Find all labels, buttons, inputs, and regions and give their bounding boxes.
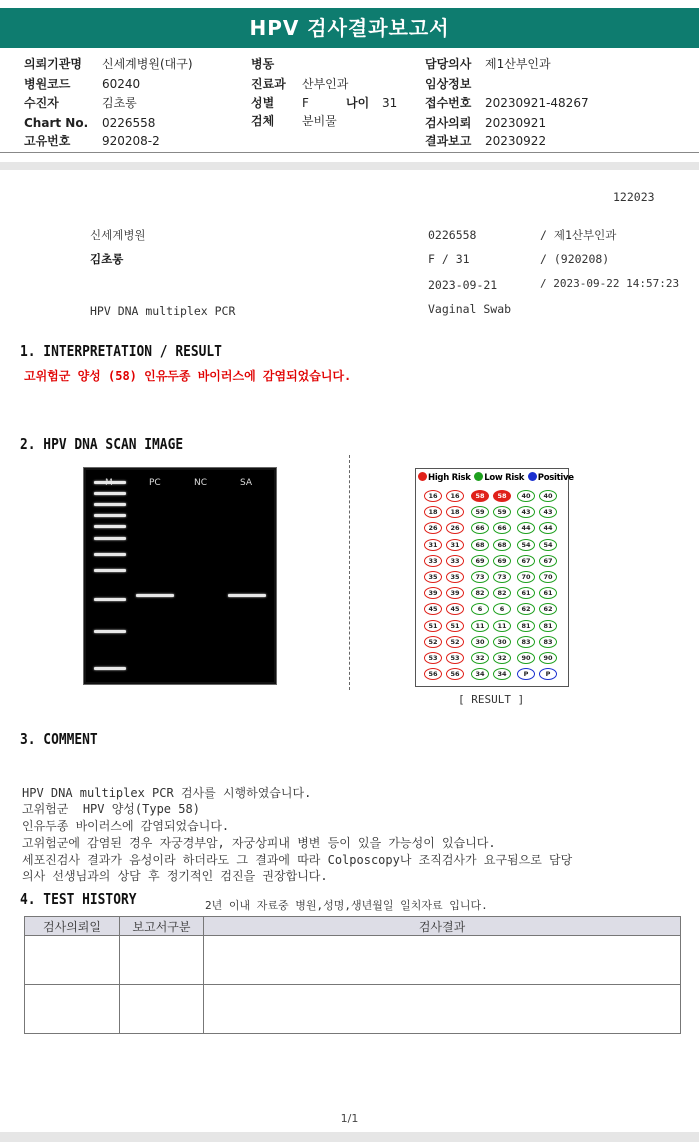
- hospital-name: 신세계병원: [90, 228, 146, 242]
- ladder-band: [94, 553, 126, 556]
- section-interpretation-heading: 1. INTERPRETATION / RESULT: [20, 342, 222, 360]
- report-code: 122023: [613, 190, 655, 204]
- chart-number: 0226558: [428, 228, 477, 242]
- sex-age: F / 31: [428, 252, 470, 266]
- ladder-band: [94, 630, 126, 633]
- right-label: 검사의뢰: [425, 116, 472, 130]
- genotype-cell: 26: [446, 522, 464, 534]
- genotype-cell: 90: [539, 652, 557, 664]
- age-field: [346, 96, 398, 110]
- genotype-cell: 40: [517, 490, 535, 502]
- genotype-cell: 62: [517, 603, 535, 615]
- mid-field: [251, 96, 309, 110]
- genotype-cell: 39: [446, 587, 464, 599]
- birth-date: / (920208): [540, 252, 610, 266]
- result-text: 고위험군 양성 (58) 인유두종 바이러스에 감염되었습니다.: [24, 369, 352, 383]
- genotype-cell: 56: [446, 668, 464, 680]
- table-cell: [25, 936, 120, 985]
- genotype-cell: 16: [424, 490, 442, 502]
- sa-band: [228, 594, 266, 597]
- genotype-cell: 54: [517, 539, 535, 551]
- mid-value: 분비물: [302, 114, 337, 128]
- pc-band: [136, 594, 174, 597]
- left-value: 김초롱: [102, 96, 137, 110]
- chip-legend: [418, 472, 574, 483]
- genotype-cell: 68: [471, 539, 489, 551]
- comment-line: 의사 선생님과의 상담 후 정기적인 검진을 권장합니다.: [22, 869, 328, 884]
- genotype-cell: 35: [424, 571, 442, 583]
- genotype-cell: 67: [539, 555, 557, 567]
- column-header-request-date: 검사의뢰일: [25, 917, 120, 936]
- right-label: 담당의사: [425, 57, 472, 71]
- genotype-cell: 18: [446, 506, 464, 518]
- genotype-cell: 51: [424, 620, 442, 632]
- column-header-report-type: 보고서구분: [120, 917, 204, 936]
- genotype-cell: 69: [471, 555, 489, 567]
- genotype-cell: 45: [446, 603, 464, 615]
- department: / 제1산부인과: [540, 228, 617, 242]
- right-value: 20230921: [485, 116, 547, 130]
- comment-line: 인유두종 바이러스에 감염되었습니다.: [22, 819, 230, 834]
- right-label: 접수번호: [425, 96, 472, 110]
- left-label: 고유번호: [24, 134, 71, 148]
- left-label: 병원코드: [24, 77, 71, 91]
- legend-high-risk: High Risk: [428, 473, 471, 483]
- mid-field: [251, 57, 274, 71]
- left-label: 수진자: [24, 96, 59, 110]
- ladder-band: [94, 514, 126, 517]
- genotype-cell: 45: [424, 603, 442, 615]
- ladder-band: [94, 481, 126, 484]
- right-field: [425, 77, 471, 91]
- image-divider: [349, 455, 350, 690]
- mid-field: [251, 114, 337, 128]
- genotype-cell: 56: [424, 668, 442, 680]
- section-scan-image-heading: 2. HPV DNA SCAN IMAGE: [20, 435, 184, 453]
- mid-label: 진료과: [251, 77, 286, 91]
- specimen-type: Vaginal Swab: [428, 302, 512, 316]
- genotype-cell: 58: [493, 490, 511, 502]
- genotype-cell: 43: [539, 506, 557, 518]
- genotype-cell: 53: [424, 652, 442, 664]
- right-field: [425, 116, 547, 130]
- genotype-cell: 11: [471, 620, 489, 632]
- age-value: 31: [382, 96, 398, 110]
- age-label: 나이: [346, 96, 370, 110]
- genotype-cell: 31: [446, 539, 464, 551]
- right-value: 20230922: [485, 134, 547, 148]
- left-value: 0226558: [102, 116, 156, 130]
- left-label: 의뢰기관명: [24, 57, 82, 71]
- comment-line: HPV DNA multiplex PCR 검사를 시행하였습니다.: [22, 785, 312, 800]
- table-row: [25, 985, 681, 1034]
- genotype-cell: 83: [539, 636, 557, 648]
- genotype-cell: 54: [539, 539, 557, 551]
- genotype-cell: 30: [493, 636, 511, 648]
- left-value: 60240: [102, 77, 141, 91]
- column-header-result: 검사결과: [204, 917, 681, 936]
- genotype-cell: 83: [517, 636, 535, 648]
- genotype-cell: 82: [493, 587, 511, 599]
- low-risk-dot-icon: [474, 472, 483, 481]
- table-cell: [204, 985, 681, 1034]
- genotype-cell: 73: [471, 571, 489, 583]
- genotype-cell: 66: [471, 522, 489, 534]
- ladder-band: [94, 598, 126, 601]
- genotype-cell: 81: [517, 620, 535, 632]
- genotype-cell: 32: [471, 652, 489, 664]
- comment-line: 세포진검사 결과가 음성이라 하더라도 그 결과에 따라 Colposcopy나 조직검사가 요구됨으로 담당: [22, 852, 573, 867]
- table-header-row: [25, 917, 681, 936]
- table-cell: [204, 936, 681, 985]
- right-field: [425, 96, 589, 110]
- left-field: [24, 57, 193, 71]
- genotype-cell: 53: [446, 652, 464, 664]
- table-cell: [120, 985, 204, 1034]
- header-gap: [0, 162, 699, 170]
- report-title: HPV 검사결과보고서: [0, 8, 699, 48]
- header-divider: [0, 152, 699, 153]
- lane-label-nc: NC: [194, 478, 208, 488]
- right-field: [425, 134, 547, 148]
- genotype-cell: 59: [493, 506, 511, 518]
- genotype-cell: 33: [424, 555, 442, 567]
- genotype-cell: 11: [493, 620, 511, 632]
- table-cell: [25, 985, 120, 1034]
- ladder-band: [94, 492, 126, 495]
- ladder-band: [94, 569, 126, 572]
- test-name: HPV DNA multiplex PCR: [90, 304, 236, 318]
- positive-dot-icon: [528, 472, 537, 481]
- right-value: 20230921-48267: [485, 96, 589, 110]
- page-number: 1/1: [340, 1112, 359, 1125]
- genotype-cell: P: [539, 668, 557, 680]
- genotype-cell: 51: [446, 620, 464, 632]
- genotype-cell: 39: [424, 587, 442, 599]
- ladder-band: [94, 537, 126, 540]
- genotype-cell: 82: [471, 587, 489, 599]
- ladder-band: [94, 667, 126, 670]
- genotype-cell: 43: [517, 506, 535, 518]
- genotype-cell: 33: [446, 555, 464, 567]
- genotype-cell: 34: [493, 668, 511, 680]
- mid-value: F: [302, 96, 309, 110]
- table-row: [25, 936, 681, 985]
- genotype-cell: 62: [539, 603, 557, 615]
- hpv-genotype-chip: [415, 468, 574, 687]
- right-label: 결과보고: [425, 134, 472, 148]
- genotype-cell: 32: [493, 652, 511, 664]
- mid-field: [251, 77, 349, 91]
- left-field: [24, 96, 137, 110]
- genotype-cell: 44: [517, 522, 535, 534]
- genotype-cell: 59: [471, 506, 489, 518]
- mid-value: 산부인과: [302, 77, 349, 91]
- request-date: 2023-09-21: [428, 278, 498, 292]
- genotype-cell: 44: [539, 522, 557, 534]
- genotype-cell: 81: [539, 620, 557, 632]
- section-comment-heading: 3. COMMENT: [20, 730, 98, 748]
- genotype-cell: 35: [446, 571, 464, 583]
- history-note: 2년 이내 자료중 병원,성명,생년월일 일치자료 입니다.: [205, 899, 488, 912]
- genotype-cell: 66: [493, 522, 511, 534]
- genotype-cell: 61: [517, 587, 535, 599]
- genotype-cell: 90: [517, 652, 535, 664]
- genotype-cell: 30: [471, 636, 489, 648]
- genotype-cell: 16: [446, 490, 464, 502]
- genotype-cell: 73: [493, 571, 511, 583]
- test-history-table: [24, 916, 681, 1034]
- genotype-cell: 68: [493, 539, 511, 551]
- right-value: 제1산부인과: [485, 57, 551, 71]
- chip-caption: [ RESULT ]: [458, 693, 525, 706]
- gel-electrophoresis-image: [84, 468, 276, 684]
- left-field: [24, 116, 156, 130]
- right-field: [425, 57, 551, 71]
- comment-text: [22, 768, 572, 902]
- lane-label-pc: PC: [149, 478, 161, 488]
- genotype-cell: 52: [446, 636, 464, 648]
- genotype-cell: 6: [471, 603, 489, 615]
- section-test-history-heading: 4. TEST HISTORY: [20, 890, 137, 908]
- left-value: 920208-2: [102, 134, 160, 148]
- genotype-cell: 18: [424, 506, 442, 518]
- lane-label-sa: SA: [240, 478, 253, 488]
- left-value: 신세계병원(대구): [102, 57, 193, 71]
- left-field: [24, 77, 141, 91]
- genotype-cell: 70: [539, 571, 557, 583]
- genotype-cell: 58: [471, 490, 489, 502]
- left-label: Chart No.: [24, 116, 89, 130]
- comment-line: 고위험군 HPV 양성(Type 58): [22, 802, 200, 817]
- legend-positive: Positive: [537, 473, 574, 483]
- table-cell: [120, 936, 204, 985]
- genotype-cell: 61: [539, 587, 557, 599]
- mid-label: 검체: [251, 114, 275, 128]
- comment-line: 고위험군에 감염된 경우 자궁경부암, 자궁상피내 병변 등이 있을 가능성이 있습니다.: [22, 835, 496, 850]
- patient-name: 김초롱: [90, 252, 124, 266]
- ladder-band: [94, 525, 126, 528]
- footer-bar: [0, 1132, 699, 1142]
- left-field: [24, 134, 160, 148]
- genotype-cell: 52: [424, 636, 442, 648]
- genotype-cell: 70: [517, 571, 535, 583]
- genotype-cell: 34: [471, 668, 489, 680]
- genotype-cell: 69: [493, 555, 511, 567]
- ladder-band: [94, 503, 126, 506]
- mid-label: 성별: [251, 96, 275, 110]
- high-risk-dot-icon: [418, 472, 427, 481]
- genotype-cell: 67: [517, 555, 535, 567]
- genotype-cell: 26: [424, 522, 442, 534]
- mid-label: 병동: [251, 57, 275, 71]
- right-label: 임상정보: [425, 77, 472, 91]
- legend-low-risk: Low Risk: [484, 473, 525, 483]
- genotype-cell: 31: [424, 539, 442, 551]
- genotype-cell: 6: [493, 603, 511, 615]
- report-datetime: / 2023-09-22 14:57:23: [540, 277, 680, 290]
- genotype-cell: 40: [539, 490, 557, 502]
- genotype-cell: P: [517, 668, 535, 680]
